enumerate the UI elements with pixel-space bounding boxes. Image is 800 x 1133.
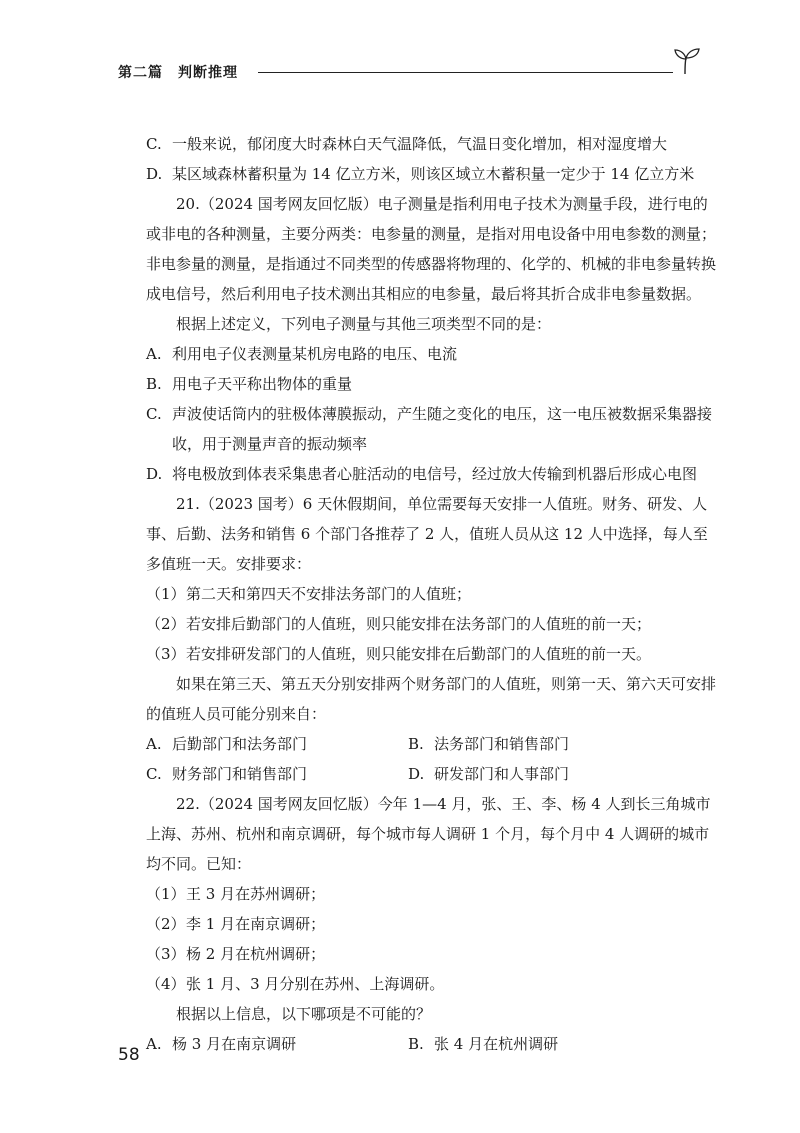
running-header — [118, 60, 698, 88]
condition-text: 张 1 月、3 月分别在苏州、上海调研。 — [186, 975, 445, 993]
q21-condition-2 — [146, 609, 716, 639]
option-label: D. — [408, 765, 425, 783]
option-label: C. — [146, 405, 162, 423]
q21-options-row-1 — [146, 729, 716, 759]
section-title: 第二篇 判断推理 — [118, 65, 238, 81]
option-label: C. — [146, 765, 162, 783]
q20-option-c — [146, 399, 716, 459]
q22-stem: 22.（2024 国考网友回忆版）今年 1—4 月，张、王、李、杨 4 人到长三角城市上海、苏州、杭州和南京调研，每个城市每人调研 1 个月，每个月中 4 人调研的城市均不同。已知： — [146, 795, 711, 873]
q21-stem: 21.（2023 国考）6 天休假期间，单位需要每天安排一人值班。财务、研发、人事、后勤、法务和销售 6 个部门各推荐了 2 人，值班人员从这 12 人中选择，每人至多值班一天。安排要求： — [146, 495, 708, 573]
q20-stem: 20.（2024 国考网友回忆版）电子测量是指利用电子技术为测量手段，进行电的或非电的各种测量，主要分两类：电参量的测量，是指对用电设备中用电参数的测量；非电参量的测量，是指通过不同类型的传感器将物理的、化学的、机械的非电参量转换成电信号，然后利用电子技术测出其相应的电参量，最后将其折合成非电参量数据。 — [146, 195, 717, 303]
option-label: B. — [408, 1035, 424, 1053]
q22-options-row-1 — [146, 1029, 716, 1059]
q22-condition-2 — [146, 909, 716, 939]
option-text: 某区域森林蓄积量为 14 亿立方米，则该区域立木蓄积量一定少于 14 亿立方米 — [172, 165, 695, 183]
q22-condition-4 — [146, 969, 716, 999]
option-text: 将电极放到体表采集患者心脏活动的电信号，经过放大传输到机器后形成心电图 — [172, 465, 698, 483]
page-number: 58 — [118, 1045, 140, 1065]
header-rule — [258, 72, 673, 73]
option-label: B. — [408, 735, 424, 753]
condition-text: 若安排后勤部门的人值班，则只能安排在法务部门的人值班的前一天； — [186, 615, 652, 633]
option-text: 财务部门和销售部门 — [172, 765, 308, 783]
q19-option-c — [146, 129, 716, 159]
option-text: 利用电子仪表测量某机房电路的电压、电流 — [172, 345, 458, 363]
q22-option-a — [146, 1029, 408, 1059]
q22-question: 根据以上信息，以下哪项是不可能的？ — [176, 1005, 432, 1023]
condition-number: （2） — [146, 615, 186, 633]
q21-option-d — [408, 759, 569, 789]
q22-condition-1 — [146, 879, 716, 909]
q21-question: 如果在第三天、第五天分别安排两个财务部门的人值班，则第一天、第六天可安排的值班人员可能分别来自： — [146, 675, 717, 723]
option-text: 后勤部门和法务部门 — [172, 735, 308, 753]
option-label: B. — [146, 375, 162, 393]
q20-option-d — [146, 459, 716, 489]
q20-option-a — [146, 339, 716, 369]
q21-condition-3 — [146, 639, 716, 669]
condition-number: （1） — [146, 585, 186, 603]
condition-number: （2） — [146, 915, 186, 933]
option-label: A. — [146, 1035, 162, 1053]
option-text: 杨 3 月在南京调研 — [172, 1035, 297, 1053]
option-text: 张 4 月在杭州调研 — [434, 1035, 559, 1053]
condition-number: （1） — [146, 885, 186, 903]
condition-number: （3） — [146, 945, 186, 963]
page-content — [146, 129, 716, 1059]
q22-option-b — [408, 1029, 558, 1059]
q21-option-c — [146, 759, 408, 789]
condition-number: （3） — [146, 645, 186, 663]
q22-condition-3 — [146, 939, 716, 969]
q20-question: 根据上述定义，下列电子测量与其他三项类型不同的是： — [176, 315, 552, 333]
q21-condition-1 — [146, 579, 716, 609]
q19-option-d — [146, 159, 716, 189]
option-label: C. — [146, 135, 162, 153]
option-text: 法务部门和销售部门 — [434, 735, 570, 753]
condition-text: 王 3 月在苏州调研； — [186, 885, 326, 903]
option-text: 一般来说，郁闭度大时森林白天气温降低，气温日变化增加，相对湿度增大 — [172, 135, 668, 153]
option-text: 声波使话筒内的驻极体薄膜振动，产生随之变化的电压，这一电压被数据采集器接收，用于测量声音的振动频率 — [172, 405, 713, 453]
option-text: 用电子天平称出物体的重量 — [172, 375, 353, 393]
condition-number: （4） — [146, 975, 186, 993]
option-label: A. — [146, 345, 162, 363]
option-label: D. — [146, 465, 163, 483]
condition-text: 李 1 月在南京调研； — [186, 915, 326, 933]
option-label: A. — [146, 735, 162, 753]
option-text: 研发部门和人事部门 — [434, 765, 570, 783]
q21-option-a — [146, 729, 408, 759]
q21-options-row-2 — [146, 759, 716, 789]
condition-text: 第二天和第四天不安排法务部门的人值班； — [186, 585, 472, 603]
q20-option-b — [146, 369, 716, 399]
sprout-icon — [671, 46, 701, 80]
q21-option-b — [408, 729, 569, 759]
condition-text: 若安排研发部门的人值班，则只能安排在后勤部门的人值班的前一天。 — [186, 645, 652, 663]
condition-text: 杨 2 月在杭州调研； — [186, 945, 326, 963]
option-label: D. — [146, 165, 163, 183]
